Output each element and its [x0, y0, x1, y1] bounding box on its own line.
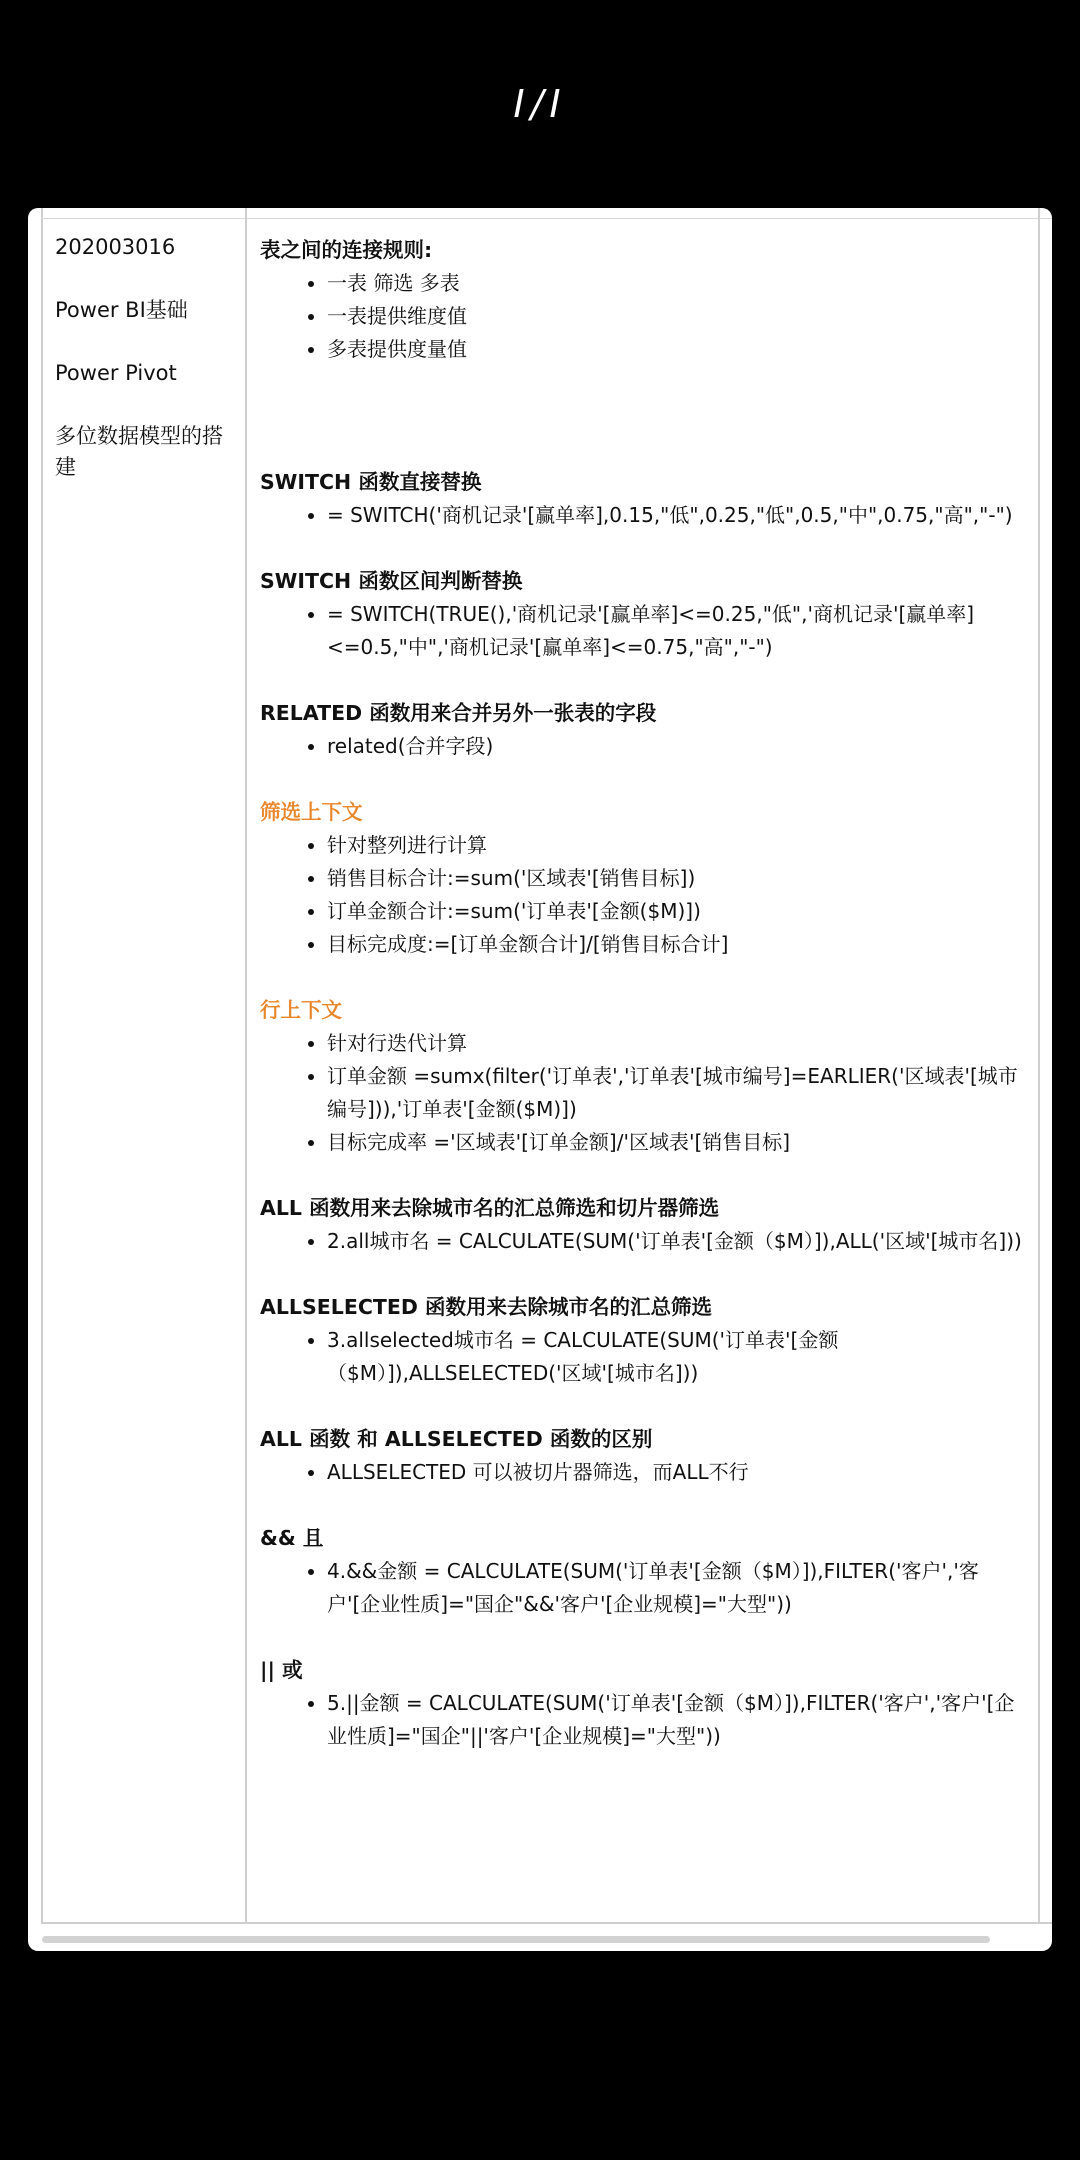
- section-heading: 表之间的连接规则:: [260, 238, 433, 262]
- topic-power-bi: Power BI基础: [55, 298, 188, 322]
- bullet-list: [260, 829, 1030, 961]
- bullet-list: [260, 730, 1030, 763]
- list-item: • 针对行迭代计算: [327, 1027, 1030, 1060]
- list-item: • related(合并字段): [327, 730, 1030, 763]
- section-row-context: [260, 994, 1030, 1159]
- section-switch-direct: [260, 466, 1030, 532]
- section-heading: 行上下文: [260, 998, 342, 1022]
- section-heading: 筛选上下文: [260, 800, 363, 824]
- notes-column: [260, 234, 1030, 1753]
- list-item: • 4.&&金额 = CALCULATE(SUM('订单表'[金额（$M）]),FILTER('客户','客户'[企业性质]="国企"&&'客户'[企业规模]="大型")): [327, 1555, 1030, 1621]
- section-all: [260, 1192, 1030, 1258]
- list-item: • 订单金额合计:=sum('订单表'[金额($M)]): [327, 895, 1030, 928]
- section-heading: && 且: [260, 1526, 324, 1550]
- list-item: • 5.||金额 = CALCULATE(SUM('订单表'[金额（$M）]),FILTER('客户','客户'[企业性质]="国企"||'客户'[企业规模]="大型")): [327, 1687, 1030, 1753]
- bullet-list: [260, 1555, 1030, 1621]
- topic-power-pivot: Power Pivot: [55, 361, 177, 385]
- list-item: • 目标完成率 ='区域表'[订单金额]/'区域表'[销售目标]: [327, 1126, 1030, 1159]
- section-or: [260, 1654, 1030, 1753]
- list-item: • 销售目标合计:=sum('区域表'[销售目标]): [327, 862, 1030, 895]
- section-heading: SWITCH 函数直接替换: [260, 470, 482, 494]
- horizontal-scrollbar[interactable]: [42, 1936, 990, 1943]
- note-card: [28, 208, 1052, 1951]
- section-switch-range: [260, 565, 1030, 664]
- list-item: • 目标完成度:=[订单金额合计]/[销售目标合计]: [327, 928, 1030, 961]
- section-filter-context: [260, 796, 1030, 961]
- section-heading: ALL 函数 和 ALLSELECTED 函数的区别: [260, 1427, 653, 1451]
- list-item: • = SWITCH('商机记录'[赢单率],0.15,"低",0.25,"低",0.5,"中",0.75,"高","-"): [327, 499, 1030, 532]
- section-heading: RELATED 函数用来合并另外一张表的字段: [260, 701, 657, 725]
- bullet-list: [260, 1027, 1030, 1159]
- bullet-list: [260, 598, 1030, 664]
- section-heading: || 或: [260, 1658, 303, 1682]
- list-item: • 3.allselected城市名 = CALCULATE(SUM('订单表'[金额（$M）]),ALLSELECTED('区域'[城市名])): [327, 1324, 1030, 1390]
- section-and: [260, 1522, 1030, 1621]
- list-item: • ALLSELECTED 可以被切片器筛选，而ALL不行: [327, 1456, 1030, 1489]
- list-item: • 一表提供维度值: [327, 300, 1030, 333]
- list-item: • 一表 筛选 多表: [327, 267, 1030, 300]
- bullet-list: [260, 1687, 1030, 1753]
- list-item: • 2.all城市名 = CALCULATE(SUM('订单表'[金额（$M）]),ALL('区域'[城市名])): [327, 1225, 1030, 1258]
- section-heading: SWITCH 函数区间判断替换: [260, 569, 523, 593]
- list-item: • 多表提供度量值: [327, 333, 1030, 366]
- section-related: [260, 697, 1030, 763]
- section-heading: ALL 函数用来去除城市名的汇总筛选和切片器筛选: [260, 1196, 720, 1220]
- section-allselected: [260, 1291, 1030, 1390]
- table-top-rule: [41, 208, 1052, 219]
- bullet-list: [260, 1324, 1030, 1390]
- list-item: • = SWITCH(TRUE(),'商机记录'[赢单率]<=0.25,"低",'商机记录'[赢单率]<=0.5,"中",'商机记录'[赢单率]<=0.75,"高","-"): [327, 598, 1030, 664]
- section-heading: ALLSELECTED 函数用来去除城市名的汇总筛选: [260, 1295, 713, 1319]
- list-item: • 订单金额 =sumx(filter('订单表','订单表'[城市编号]=EARLIER('区域表'[城市编号])),'订单表'[金额($M)]): [327, 1060, 1030, 1126]
- bullet-list: [260, 1456, 1030, 1489]
- bullet-list: [260, 1225, 1030, 1258]
- section-all-vs-allselected: [260, 1423, 1030, 1489]
- date-label: 202003016: [55, 235, 176, 259]
- left-column: [55, 232, 233, 515]
- table-right-edge: [1038, 208, 1040, 1924]
- bullet-list: [260, 267, 1030, 366]
- list-item: • 针对整列进行计算: [327, 829, 1030, 862]
- bullet-list: [260, 499, 1030, 532]
- topic-data-model: 多位数据模型的搭建: [55, 424, 223, 479]
- page-title: I/I: [513, 82, 567, 126]
- column-divider: [245, 208, 247, 1924]
- section-join-rules: [260, 234, 1030, 366]
